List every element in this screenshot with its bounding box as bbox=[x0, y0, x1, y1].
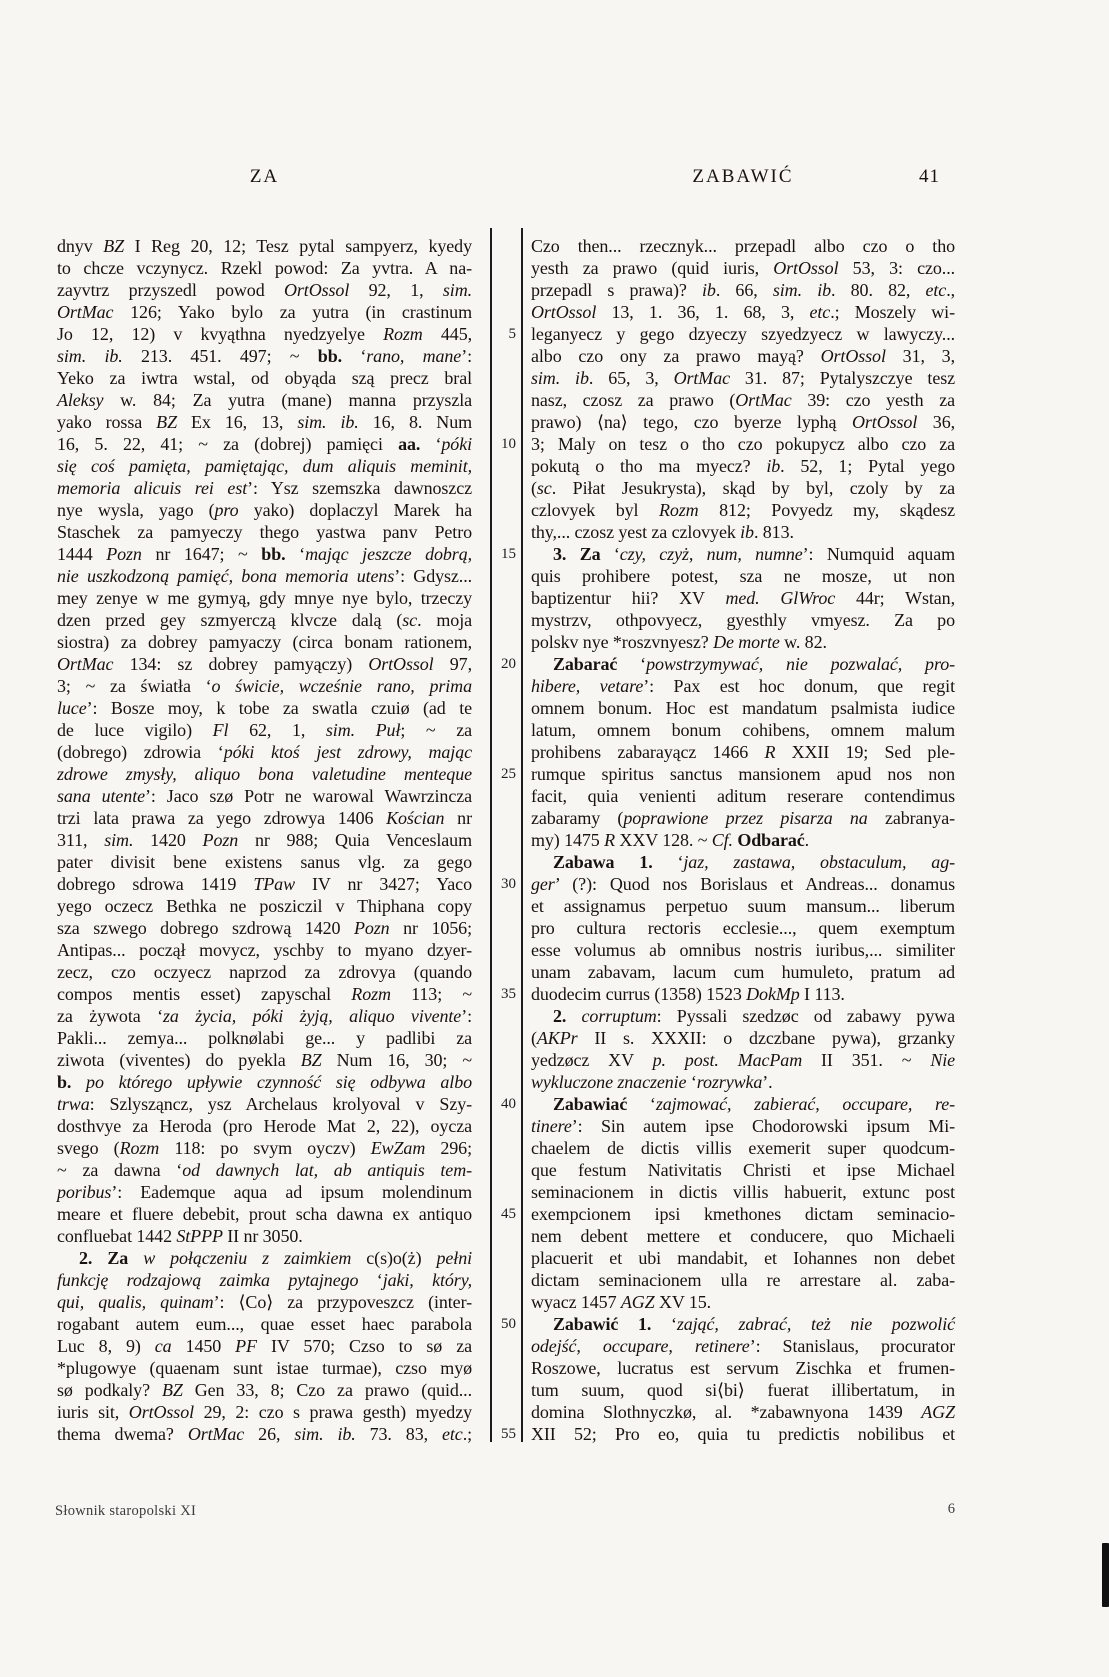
text-line: siostra) za dobrey pamyaczy (circa bonam rationem, bbox=[57, 632, 472, 652]
text-line: memoria alicuis rei est’: Ysz szemszka dawnoszcz bbox=[57, 478, 473, 498]
text-line: et assignamus perpetuo suum mansum... liberum bbox=[531, 896, 955, 916]
text-line: Czo then... rzecznyk... przepadl albo czo o tho bbox=[531, 236, 955, 256]
text-line: chaelem de dictis villis exemerit super quodcum- bbox=[531, 1138, 955, 1158]
text-line: nem debent mettere et conducere, quo Michaeli bbox=[531, 1226, 955, 1246]
text-line: dnyv BZ I Reg 20, 12; Tesz pytal sampyerz, kyedy bbox=[57, 236, 472, 256]
gutter-line-number: 50 bbox=[501, 1316, 516, 1332]
gutter-line-number: 20 bbox=[501, 656, 516, 672]
text-line: pro cultura rectoris ecclesie..., quem exemptum bbox=[531, 918, 955, 938]
text-line: 3. Za ‘czy, czyż, num, numne’: Numquid aquam bbox=[553, 544, 955, 564]
text-line: yako rossa BZ Ex 16, 13, sim. ib. 16, 8. Num bbox=[57, 412, 473, 432]
text-line: facit, quia venienti aditum reserare contendimus bbox=[531, 786, 955, 806]
text-line: prohibens zabarayącz 1466 R XXII 19; Sed ple- bbox=[531, 742, 956, 762]
text-line: Zabawić 1. ‘zająć, zabrać, też nie pozwolić bbox=[553, 1314, 955, 1334]
text-line: funkcję rodzajową zaimka pytajnego ‘jaki, który, bbox=[57, 1270, 472, 1290]
page-number: 41 bbox=[919, 166, 940, 187]
text-line: Aleksy w. 84; Za yutra (mane) manna przyszla bbox=[57, 390, 472, 410]
text-line: nasz, czosz za prawo (OrtMac 39: czo yesth za bbox=[531, 390, 955, 410]
gutter-line-number: 45 bbox=[501, 1206, 516, 1222]
text-line: przepadl s prawa)? ib. 66, sim. ib. 80. 82, etc., bbox=[531, 280, 955, 300]
text-line: sø podkaly? BZ Gen 33, 8; Czo za prawo (quid... bbox=[57, 1380, 472, 1400]
text-line: sim. ib. 65, 3, OrtMac 31. 87; Pytalyszczye tesz bbox=[531, 368, 955, 388]
text-line: Zabarać ‘powstrzymywać, nie pozwalać, pro- bbox=[553, 654, 955, 674]
text-line: albo czo ony za prawo mayą? OrtOssol 31, 3, bbox=[531, 346, 955, 366]
text-line: de luce vigilo) Fl 62, 1, sim. Puł; ~ za bbox=[57, 720, 473, 740]
text-line: confluebat 1442 StPPP II nr 3050. bbox=[57, 1226, 303, 1246]
text-line: my) 1475 R XXV 128. ~ Cf. Odbarać. bbox=[531, 830, 810, 850]
text-line: sana utente’: Jaco szø Potr ne warowal Wawrzincza bbox=[57, 786, 472, 806]
text-line: 1444 Pozn nr 1647; ~ bb. ‘mając jeszcze dobrą, bbox=[57, 544, 472, 564]
text-line: sza szwego dobrego szdrową 1420 Pozn nr 1056; bbox=[57, 918, 472, 938]
text-line: leganyecz y gego dzyeczy szyedzyecz w lawyczy... bbox=[531, 324, 955, 344]
text-line: tum suum, quod si⟨bi⟩ fuerat illibertatum, in bbox=[531, 1380, 955, 1400]
text-line: Zabawiać ‘zajmować, zabierać, occupare, re- bbox=[553, 1094, 955, 1114]
text-line: meare et fluere debebit, prout scha dawna ex antiquo bbox=[57, 1204, 472, 1224]
text-line: za żywota ‘za życia, póki żyją, aliquo vivente’: bbox=[57, 1006, 472, 1026]
text-line: (dobrego) zdrowia ‘póki ktoś jest zdrowy, mając bbox=[57, 742, 472, 762]
gutter-line-number: 55 bbox=[501, 1426, 516, 1442]
text-line: Antipas... począł movycz, yschby to myano dzyer- bbox=[57, 940, 472, 960]
text-line: nie uszkodzoną pamięć, bona memoria utens’: Gdysz... bbox=[57, 566, 472, 586]
text-line: qui, qualis, quinam’: ⟨Co⟩ za przypoveszcz (inter- bbox=[57, 1292, 472, 1312]
text-line: OrtMac 134: sz dobrey pamyączy) OrtOssol 97, bbox=[57, 654, 472, 674]
text-line: 2. corruptum: Pyssali szedzøc od zabawy pywa bbox=[553, 1006, 956, 1026]
text-line: latum, omnem bonum cohibens, omnem malum bbox=[531, 720, 955, 740]
text-line: Staschek za pamyeczy thego yastwa panv Petro bbox=[57, 522, 472, 542]
text-line: dobrego sdrowa 1419 TPaw IV nr 3427; Yaco bbox=[57, 874, 472, 894]
text-line: *plugowye (quaenam sunt istae turmae), czso myø bbox=[57, 1358, 472, 1378]
text-line: sim. ib. 213. 451. 497; ~ bb. ‘rano, mane’: bbox=[57, 346, 472, 366]
text-line: placuerit et ubi mandabit, et Iohannes non debet bbox=[531, 1248, 955, 1268]
text-line: dzen przed gey szmyerczą klvcze dalą (sc. moja bbox=[57, 610, 472, 630]
text-line: zecz, czo oczyecz naprzod za zdrovya (quando bbox=[57, 962, 472, 982]
text-line: nye wysla, yago (pro yako) doplaczyl Marek ha bbox=[57, 500, 472, 520]
text-line: to chcze vczynycz. Rzekl powod: Za yvtra. A na- bbox=[57, 258, 472, 278]
text-line: yedzøcz XV p. post. MacPam II 351. ~ Nie bbox=[531, 1050, 956, 1070]
running-head-right-keyword: ZABAWIĆ bbox=[692, 166, 794, 187]
text-line: hibere, vetare’: Pax est hoc donum, que regit bbox=[531, 676, 955, 696]
gutter-line-number: 10 bbox=[501, 436, 516, 452]
text-line: zdrowe zmysły, aliquo bona valetudine menteque bbox=[57, 764, 472, 784]
text-line: OrtMac 126; Yako bylo za yutra (in crastinum bbox=[57, 302, 472, 322]
gutter-line-number: 5 bbox=[508, 326, 516, 342]
text-line: Zabawa 1. ‘jaz, zastawa, obstaculum, ag- bbox=[553, 852, 955, 872]
text-line: seminacionem in dictis villis habuerit, extunc post bbox=[531, 1182, 955, 1202]
scan-edge-artifact bbox=[1102, 1543, 1109, 1607]
text-line: baptizentur hii? XV med. GlWroc 44r; Wstan, bbox=[531, 588, 955, 608]
text-line: luce’: Bosze moy, k tobe za swatla czuiø (ad te bbox=[57, 698, 472, 718]
text-line: ger’ (?): Quod nos Borislaus et Andreas... donamus bbox=[531, 874, 955, 894]
text-line: 16, 5. 22, 41; ~ za (dobrej) pamięci aa. ‘póki bbox=[57, 434, 472, 454]
gutter-line-number: 35 bbox=[501, 986, 516, 1002]
text-line: odejść, occupare, retinere’: Stanislaus, procurator bbox=[531, 1336, 955, 1356]
text-line: quis prohibere potest, sza ne mosze, ut non bbox=[531, 566, 955, 586]
text-line: duodecim currus (1358) 1523 DokMp I 113. bbox=[531, 984, 845, 1004]
text-line: XII 52; Pro eo, quia tu predictis nobilibus et bbox=[531, 1424, 955, 1444]
text-line: ~ za dawna ‘od dawnych lat, ab antiquis tem- bbox=[57, 1160, 472, 1180]
text-line: mystrzv, othpovyecz, gyesthly vmyesz. Za po bbox=[531, 610, 955, 630]
text-line: 311, sim. 1420 Pozn nr 988; Quia Venceslaum bbox=[57, 830, 472, 850]
text-line: trzi lata prawa za yego zdrowya 1406 Kościan nr bbox=[57, 808, 472, 828]
text-line: polskv nye *roszvnyesz? De morte w. 82. bbox=[531, 632, 827, 652]
text-line: Luc 8, 9) ca 1450 PF IV 570; Czso to sø za bbox=[57, 1336, 472, 1356]
text-line: omnem bonum. Hoc est mandatum psalmista iudice bbox=[531, 698, 955, 718]
text-line: dictam seminacionem ulla re arrestare al. zaba- bbox=[531, 1270, 955, 1290]
text-line: compos mentis esset) zapyschal Rozm 113; ~ bbox=[57, 984, 473, 1004]
text-line: OrtOssol 13, 1. 36, 1. 68, 3, etc.; Moszely wi- bbox=[531, 302, 955, 322]
text-line: b. po którego upływie czynność się odbywa albo bbox=[57, 1072, 472, 1092]
text-line: yesth za prawo (quid iuris, OrtOssol 53, 3: czo... bbox=[531, 258, 955, 278]
gutter-line-number: 15 bbox=[501, 546, 516, 562]
left-text-column bbox=[57, 235, 472, 1445]
text-line: esse volumus ab omnibus nostris iuribus,... similiter bbox=[531, 940, 955, 960]
column-divider-rule-right bbox=[521, 228, 523, 1442]
text-line: wykluczone znaczenie ‘rozrywka’. bbox=[531, 1072, 773, 1092]
text-line: Jo 12, 12) v kvyąthna nyedzyelye Rozm 445, bbox=[57, 324, 472, 344]
text-line: svego (Rozm 118: po svym oyczv) EwZam 296; bbox=[57, 1138, 472, 1158]
text-line: dosthvye za Heroda (pro Herode Mat 2, 22), oycza bbox=[57, 1116, 472, 1136]
text-line: que festum Nativitatis Christi et ipse Michael bbox=[531, 1160, 955, 1180]
text-line: zayvtrz przyszedl powod OrtOssol 92, 1, sim. bbox=[57, 280, 472, 300]
text-line: trwa: Szlysząncz, ysz Archelaus krolyoval v Szy- bbox=[57, 1094, 472, 1114]
text-line: ziwota (viventes) do pyekla BZ Num 16, 30; ~ bbox=[57, 1050, 473, 1070]
text-line: tinere’: Sin autem ipse Chodorowski ipsum Mi- bbox=[531, 1116, 955, 1136]
text-line: domina Slothnyczkø, al. *zabawnyona 1439 AGZ bbox=[531, 1402, 955, 1422]
text-line: 3; ~ za światła ‘o świcie, wcześnie rano, prima bbox=[57, 676, 472, 696]
text-line: (sc. Piłat Jesukrysta), skąd by byl, czoly by za bbox=[531, 478, 955, 498]
gutter-line-number: 25 bbox=[501, 766, 516, 782]
text-line: 3; Maly on tesz o tho czo pokupycz albo czo za bbox=[531, 434, 955, 454]
text-line: rumque spiritus sanctus mansionem apud nos non bbox=[531, 764, 955, 784]
right-text-column bbox=[531, 235, 955, 1445]
text-line: pokutą o tho ma myecz? ib. 52, 1; Pytal yego bbox=[531, 456, 956, 476]
text-line: exempcionem ipsi kmethones dictam seminacio- bbox=[531, 1204, 955, 1224]
text-line: pater divisit bene existens sanus vlg. za gego bbox=[57, 852, 472, 872]
text-line: prawo) ⟨na⟩ tego, czo byerze lyphą OrtOssol 36, bbox=[531, 412, 955, 432]
text-line: wyacz 1457 AGZ XV 15. bbox=[531, 1292, 712, 1312]
text-line: thy,... czosz yest za czlovyek ib. 813. bbox=[531, 522, 794, 542]
footer-volume-label: Słownik staropolski XI bbox=[55, 1503, 197, 1519]
gutter-line-number: 40 bbox=[501, 1096, 516, 1112]
text-line: iuris sit, OrtOssol 29, 2: czo s prawa gesth) myedzy bbox=[57, 1402, 472, 1422]
text-line: czlovyek byl Rozm 812; Povyedz my, skądesz bbox=[531, 500, 955, 520]
text-line: 2. Za w połączeniu z zaimkiem c(s)o(ż) pełni bbox=[79, 1248, 472, 1268]
text-line: (AKPr II s. XXXII: o dzczbane pywa), grzanky bbox=[531, 1028, 955, 1048]
text-line: Pakli... zemya... polknølabi ge... y padlibi za bbox=[57, 1028, 472, 1048]
text-line: zabaramy (poprawione przez pisarza na zabranya- bbox=[531, 808, 956, 828]
text-line: rogabant autem eum..., quae esset haec parabola bbox=[57, 1314, 472, 1334]
gutter-line-number: 30 bbox=[501, 876, 516, 892]
text-line: thema dwema? OrtMac 26, sim. ib. 73. 83, etc.; bbox=[57, 1424, 472, 1444]
text-line: Yeko za iwtra wstal, od obyąda szą precz bral bbox=[57, 368, 472, 388]
text-line: mey zenye w me gymyą, gdy mnye nye bylo, trzeczy bbox=[57, 588, 472, 608]
text-line: yego oczecz Bethka ne posziczil v Thiphana copy bbox=[57, 896, 472, 916]
text-line: Roszowe, lucratus est servum Zischka et frumen- bbox=[531, 1358, 955, 1378]
footer-sheet-signature: 6 bbox=[947, 1501, 955, 1517]
text-line: się coś pamięta, pamiętając, dum aliquis meminit, bbox=[57, 456, 472, 476]
column-divider-rule-left bbox=[490, 228, 492, 1442]
running-head-left-keyword: ZA bbox=[249, 166, 280, 187]
text-line: unam zabavam, lacum cum humuleto, pratum ad bbox=[531, 962, 955, 982]
text-line: poribus’: Eademque aqua ad ipsum molendinum bbox=[57, 1182, 472, 1202]
